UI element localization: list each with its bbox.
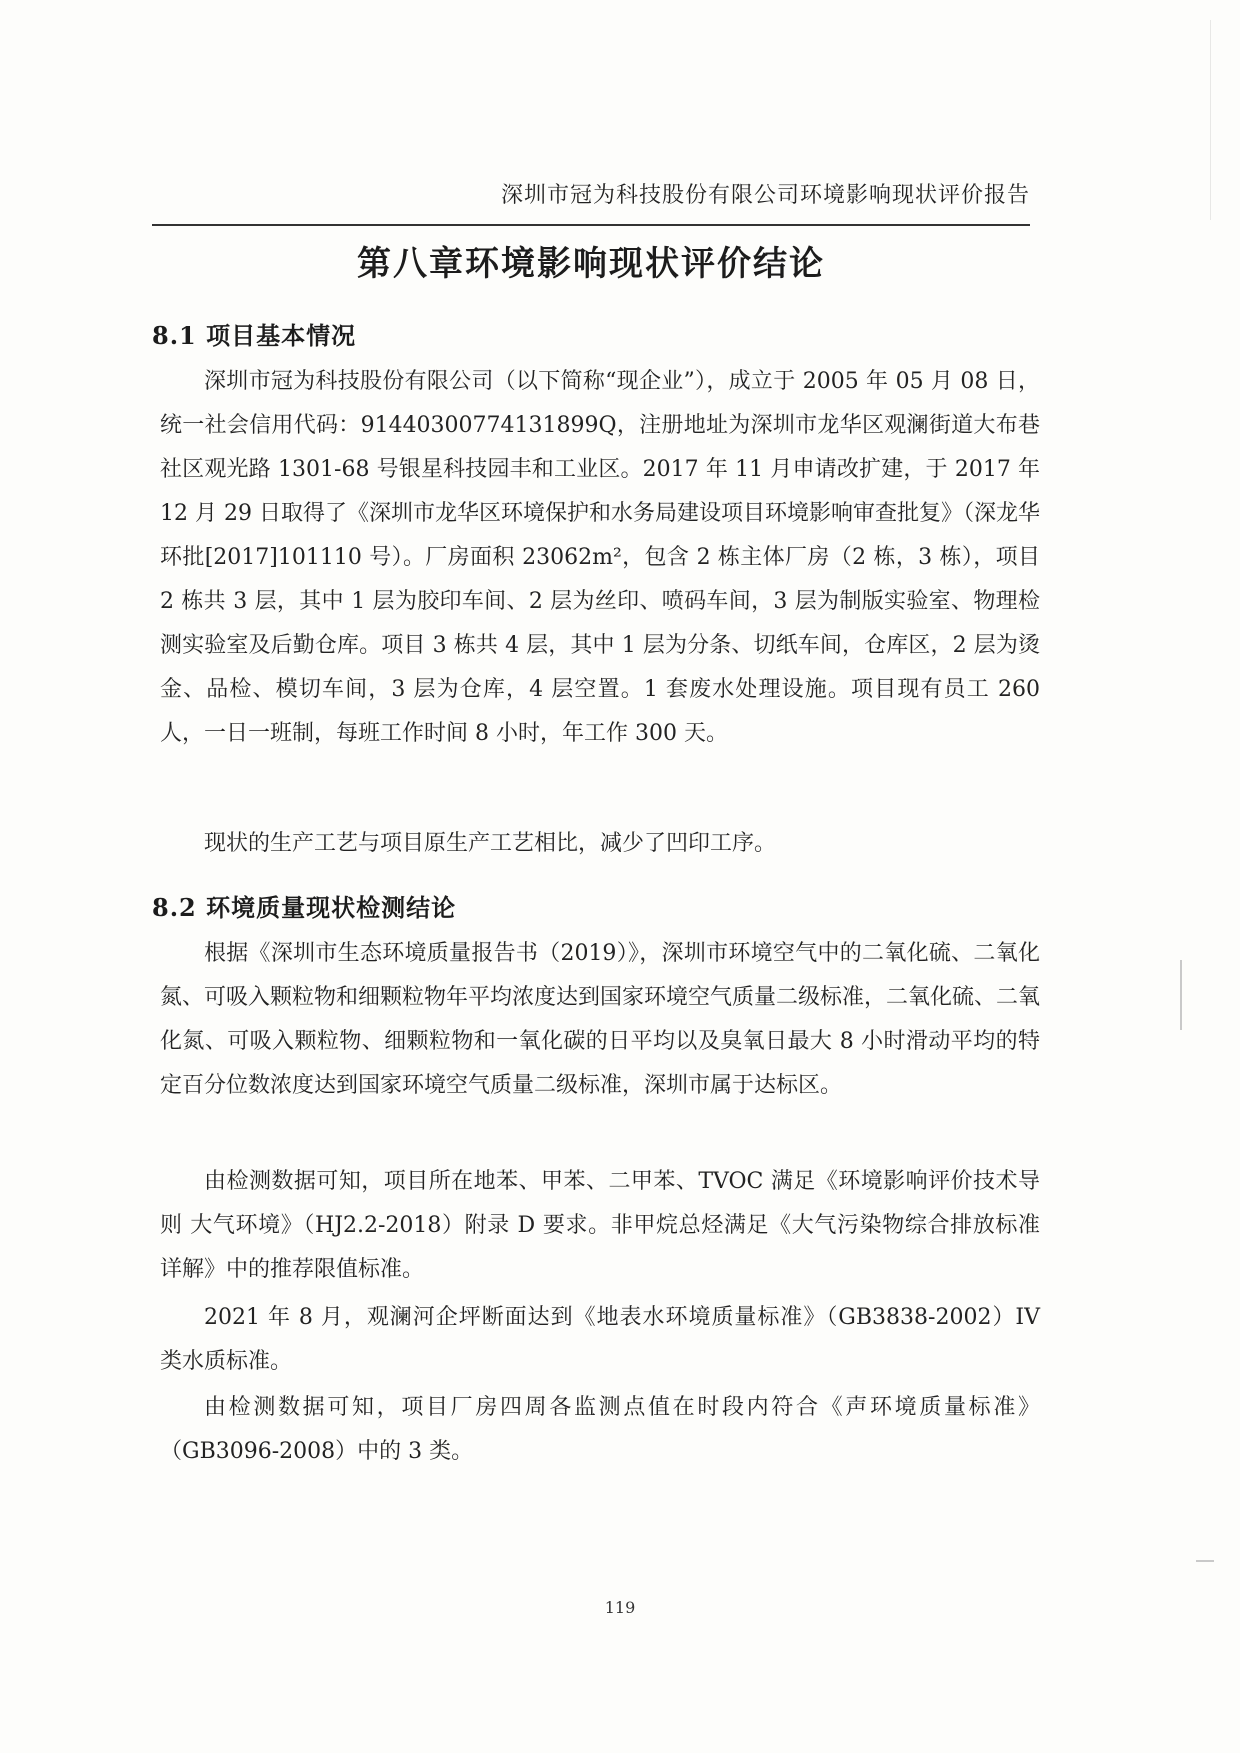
paragraph-noise: 由检测数据可知，项目厂房四周各监测点值在时段内符合《声环境质量标准》（GB3096-2008）中的 3 类。: [160, 1395, 1040, 1464]
paragraph-voc-monitoring: 由检测数据可知，项目所在地苯、甲苯、二甲苯、TVOC 满足《环境影响评价技术导则 大气环境》（HJ2.2-2018）附录 D 要求。非甲烷总烃满足《大气污染物综合排放标准详解》中的推荐限值标准。: [160, 1169, 1040, 1282]
page-number: 119: [604, 1598, 636, 1617]
paragraph-process-change: 现状的生产工艺与项目原生产工艺相比，减少了凹印工序。: [204, 831, 777, 856]
section-heading-8-2: 8.2 环境质量现状检测结论: [152, 893, 457, 922]
paragraph-project-overview: 深圳市冠为科技股份有限公司（以下简称“现企业”），成立于 2005 年 05 月 08 日，统一社会信用代码：91440300774131899Q，注册地址为深圳市龙华区观澜街道大布巷社区观光路 1301-68 号银星科技园丰和工业区。2017 年 11 月申请改扩建，于 2017 年 12 月 29 日取得了《深圳市龙华区环境保护和水务局建设项目环境影响审查批复》（深龙华环批[2017]101110 号）。厂房面积 23062m²，包含 2 栋主体厂房（2 栋，3 栋），项目 2 栋共 3 层，其中 1 层为胶印车间、2 层为丝印、喷码车间，3 层为制版实验室、物理检测实验室及后勤仓库。项目 3 栋共 4 层，其中 1 层为分条、切纸车间，仓库区，2 层为烫金、品检、模切车间，3 层为仓库，4 层空置。1 套废水处理设施。项目现有员工 260 人，一日一班制，每班工作时间 8 小时，年工作 300 天。: [160, 369, 1040, 746]
chapter-title: 第八章环境影响现状评价结论: [357, 244, 825, 284]
header-rule: [152, 224, 1030, 226]
paragraph-surface-water: 2021 年 8 月，观澜河企坪断面达到《地表水环境质量标准》（GB3838-2002）IV 类水质标准。: [160, 1305, 1040, 1374]
running-header: 深圳市冠为科技股份有限公司环境影响现状评价报告: [500, 183, 1030, 208]
scan-edge-mark: [1210, 20, 1211, 220]
scan-edge-mark: [1180, 960, 1182, 1030]
section-heading-8-1: 8.1 项目基本情况: [152, 321, 357, 350]
paragraph-air-quality: 根据《深圳市生态环境质量报告书（2019）》，深圳市环境空气中的二氧化硫、二氧化氮、可吸入颗粒物和细颗粒物年平均浓度达到国家环境空气质量二级标准，二氧化硫、二氧化氮、可吸入颗粒物、细颗粒物和一氧化碳的日平均以及臭氧日最大 8 小时滑动平均的特定百分位数浓度达到国家环境空气质量二级标准，深圳市属于达标区。: [160, 941, 1041, 1098]
scan-edge-mark: [1196, 1560, 1214, 1562]
